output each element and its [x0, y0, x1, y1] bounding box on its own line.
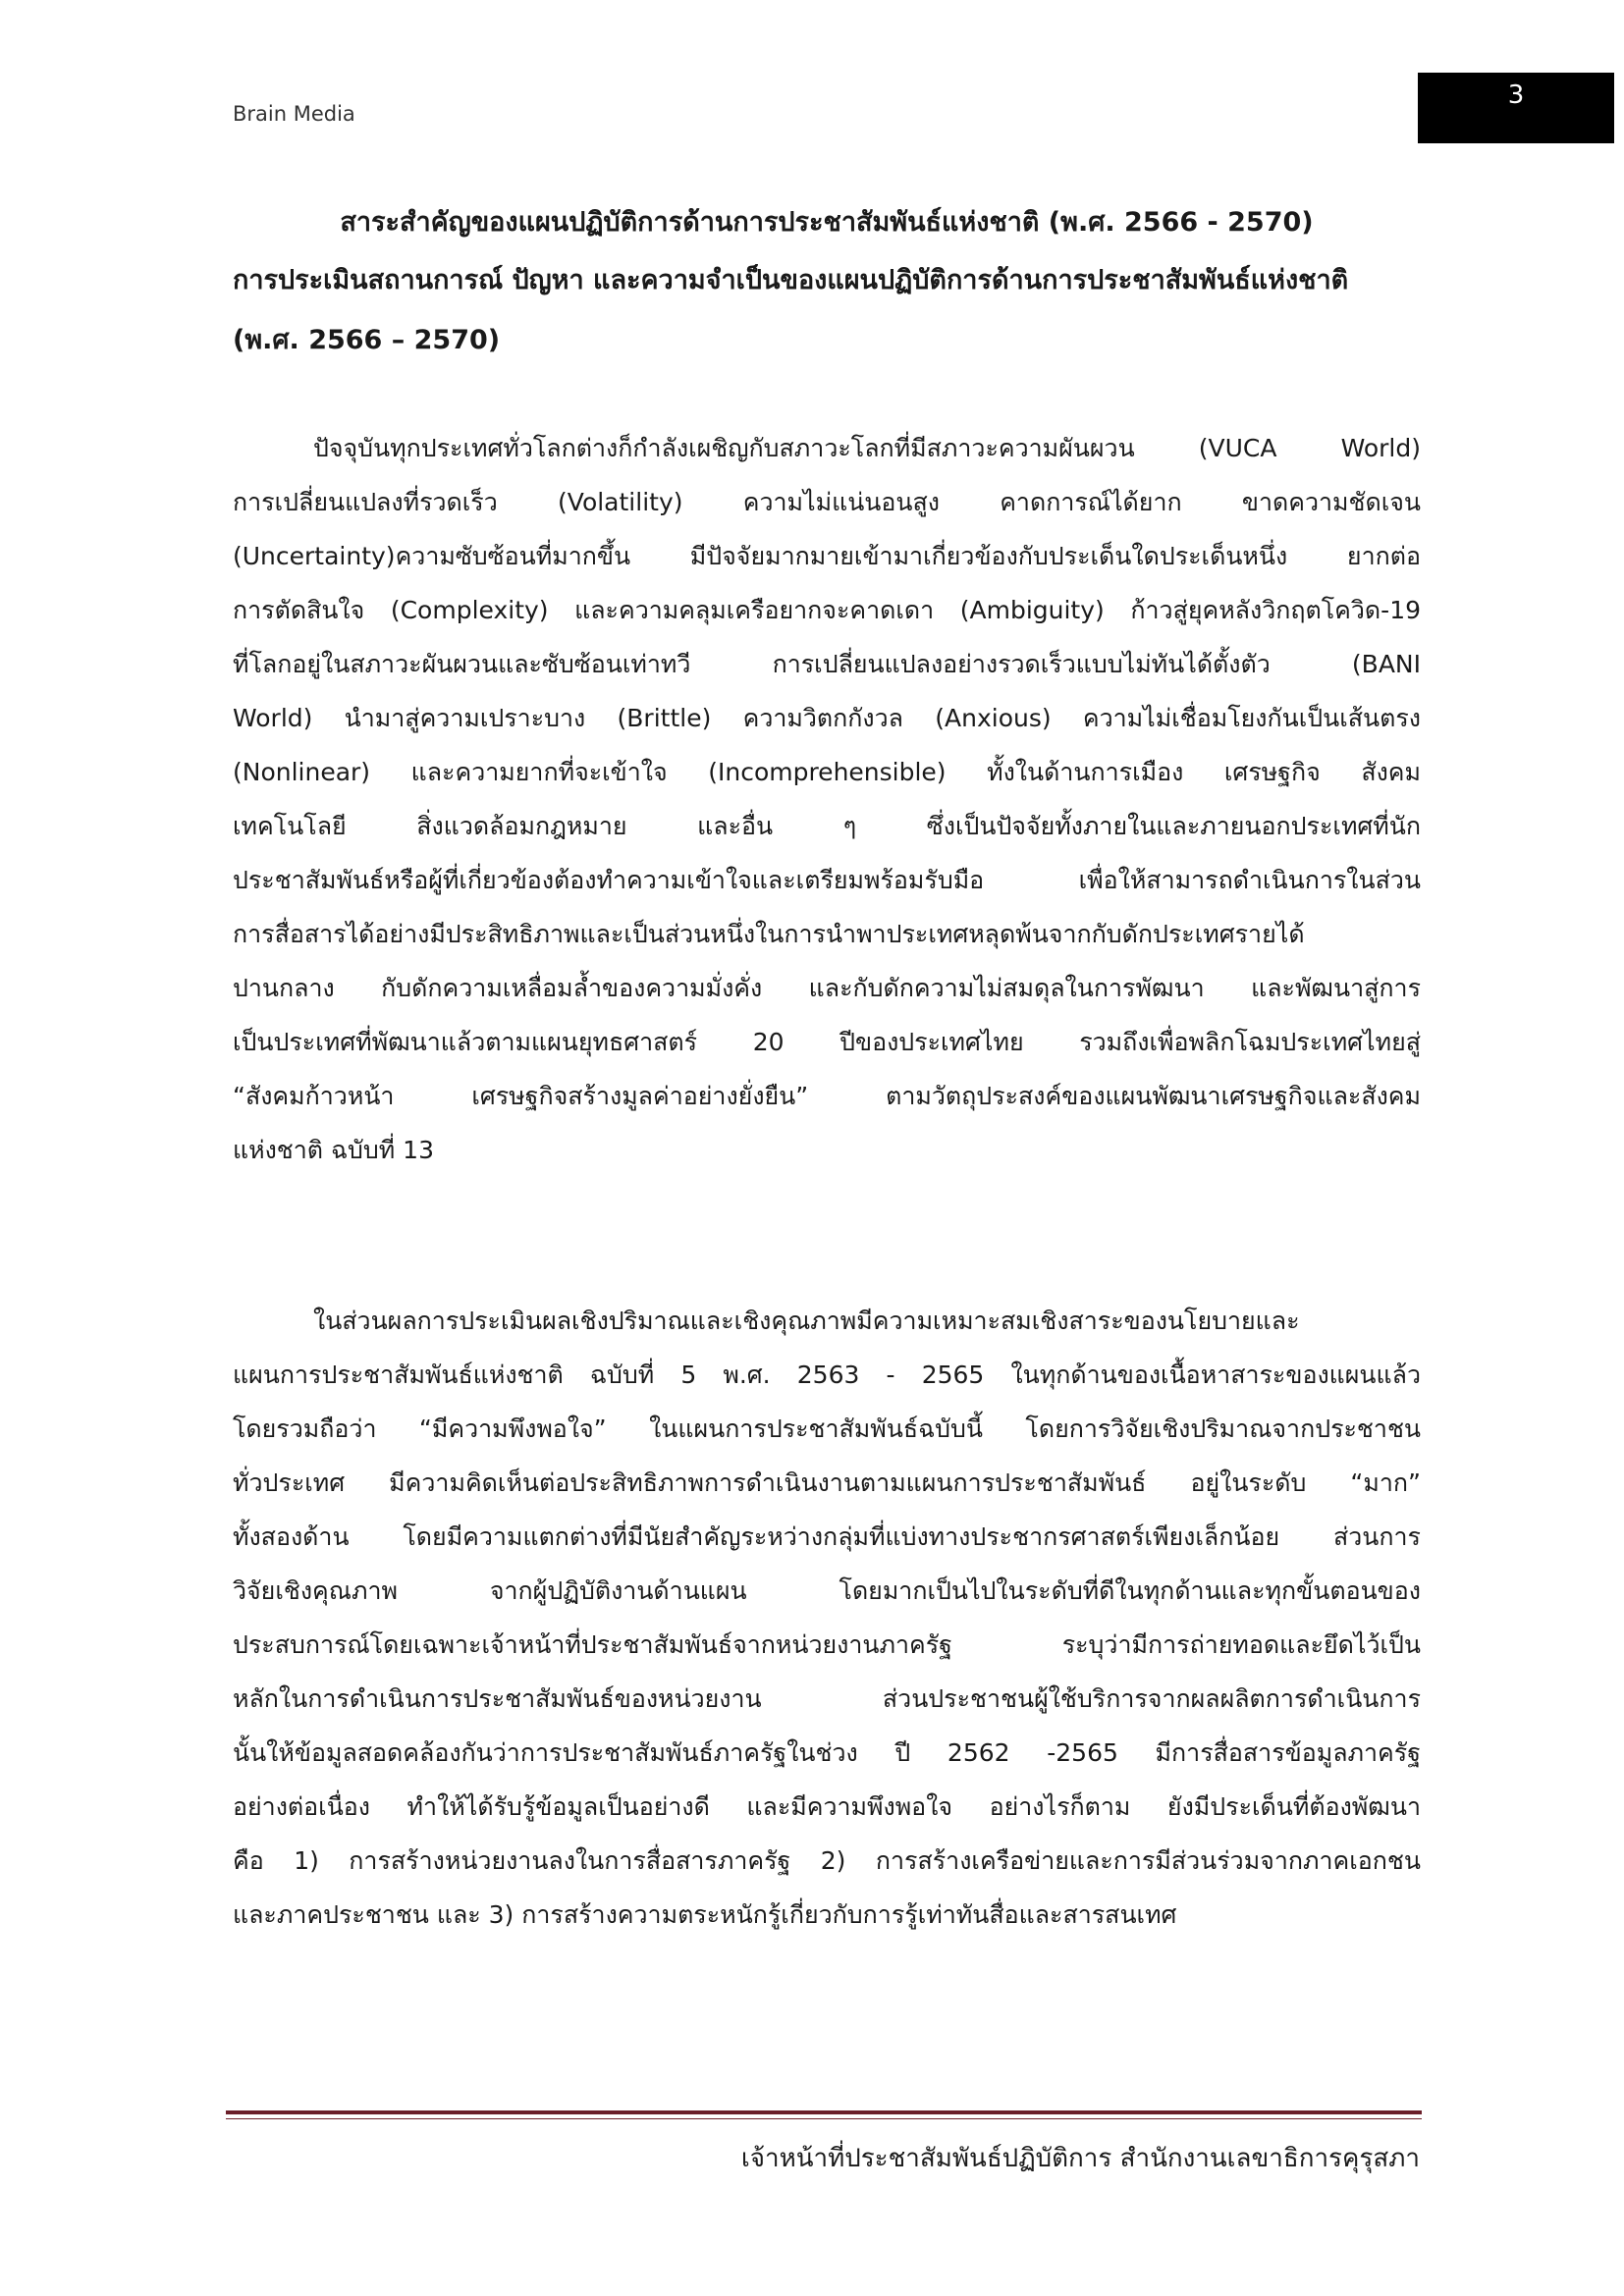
paragraph-line: แห่งชาติ ฉบับที่ 13: [233, 1136, 434, 1164]
footer-text: เจ้าหน้าที่ประชาสัมพันธ์ปฏิบัติการ สำนักงานเลขาธิการคุรุสภา: [740, 2144, 1420, 2173]
paragraph-evaluation: [233, 1294, 1421, 1942]
paragraph-line: ทั่วประเทศ มีความคิดเห็นต่อประสิทธิภาพการดำเนินงานตามแผนการประชาสัมพันธ์ อยู่ในระดับ “มาก”: [233, 1468, 1421, 1497]
paragraph-line: การตัดสินใจ (Complexity) และความคลุมเครือยากจะคาดเดา (Ambiguity) ก้าวสู่ยุคหลังวิกฤตโควิด-19: [233, 596, 1421, 624]
paragraph-line: ปานกลาง กับดักความเหลื่อมล้ำของความมั่งคั่ง และกับดักความไม่สมดุลในการพัฒนา และพัฒนาสู่การ: [233, 974, 1421, 1002]
paragraph-line: อย่างต่อเนื่อง ทำให้ได้รับรู้ข้อมูลเป็นอย่างดี และมีความพึงพอใจ อย่างไรก็ตาม ยังมีประเด็นที่ต้องพัฒนา: [233, 1792, 1421, 1821]
paragraph-line: เป็นประเทศที่พัฒนาแล้วตามแผนยุทธศาสตร์ 20 ปีของประเทศไทย รวมถึงเพื่อพลิกโฉมประเทศไทยสู่: [233, 1028, 1421, 1056]
page-number-badge: 3: [1418, 73, 1614, 143]
paragraph-line: “สังคมก้าวหน้า เศรษฐกิจสร้างมูลค่าอย่างยั่งยืน” ตามวัตถุประสงค์ของแผนพัฒนาเศรษฐกิจและสังคม: [233, 1082, 1421, 1110]
footer-rule-thick: [226, 2110, 1422, 2114]
section-title-line-2: (พ.ศ. 2566 – 2570): [233, 325, 501, 355]
paragraph-line: ทั้งสองด้าน โดยมีความแตกต่างที่มีนัยสำคัญระหว่างกลุ่มที่แบ่งทางประชากรศาสตร์เพียงเล็กน้อย ส่วนการ: [233, 1522, 1421, 1551]
paragraph-line: และภาคประชาชน และ 3) การสร้างความตระหนักรู้เกี่ยวกับการรู้เท่าทันสื่อและสารสนเทศ: [233, 1900, 1177, 1929]
paragraph-line: เทคโนโลยี สิ่งแวดล้อมกฎหมาย และอื่น ๆ ซึ่งเป็นปัจจัยทั้งภายในและภายนอกประเทศที่นัก: [233, 812, 1421, 840]
paragraph-line: ปัจจุบันทุกประเทศทั่วโลกต่างก็กำลังเผชิญกับสภาวะโลกที่มีสภาวะความผันผวน (VUCA World): [313, 434, 1421, 462]
paragraph-line: การสื่อสารได้อย่างมีประสิทธิภาพและเป็นส่วนหนึ่งในการนำพาประเทศหลุดพ้นจากกับดักประเทศรายได้: [233, 920, 1305, 948]
paragraph-situation: [233, 421, 1421, 1177]
paragraph-line: วิจัยเชิงคุณภาพ จากผู้ปฏิบัติงานด้านแผน โดยมากเป็นไปในระดับที่ดีในทุกด้านและทุกขั้นตอนของ: [233, 1576, 1421, 1605]
paragraph-line: หลักในการดำเนินการประชาสัมพันธ์ของหน่วยงาน ส่วนประชาชนผู้ใช้บริการจากผลผลิตการดำเนินการ: [233, 1684, 1421, 1713]
paragraph-line: World) นำมาสู่ความเปราะบาง (Brittle) ความวิตกกังวล (Anxious) ความไม่เชื่อมโยงกันเป็นเส้นตรง: [233, 704, 1421, 732]
paragraph-line: โดยรวมถือว่า “มีความพึงพอใจ” ในแผนการประชาสัมพันธ์ฉบับนี้ โดยการวิจัยเชิงปริมาณจากประชาชน: [233, 1415, 1421, 1443]
paragraph-line: (Nonlinear) และความยากที่จะเข้าใจ (Incomprehensible) ทั้งในด้านการเมือง เศรษฐกิจ สังคม: [233, 758, 1421, 786]
paragraph-line: (Uncertainty)ความซับซ้อนที่มากขึ้น มีปัจจัยมากมายเข้ามาเกี่ยวข้องกับประเด็นใดประเด็นหนึ่ง ยากต่อ: [233, 542, 1421, 570]
header-brand: Brain Media: [233, 102, 355, 126]
paragraph-line: นั้นให้ข้อมูลสอดคล้องกันว่าการประชาสัมพันธ์ภาครัฐในช่วง ปี 2562 -2565 มีการสื่อสารข้อมูลภาครัฐ: [233, 1738, 1421, 1767]
paragraph-line: ประชาสัมพันธ์หรือผู้ที่เกี่ยวข้องต้องทำความเข้าใจและเตรียมพร้อมรับมือ เพื่อให้สามารถดำเนินการในส่วน: [233, 866, 1421, 894]
paragraph-line: ประสบการณ์โดยเฉพาะเจ้าหน้าที่ประชาสัมพันธ์จากหน่วยงานภาครัฐ ระบุว่ามีการถ่ายทอดและยึดไว้เป็น: [233, 1630, 1421, 1659]
section-title-line-1: การประเมินสถานการณ์ ปัญหา และความจำเป็นของแผนปฏิบัติการด้านการประชาสัมพันธ์แห่งชาติ: [233, 265, 1349, 295]
paragraph-line: การเปลี่ยนแปลงที่รวดเร็ว (Volatility) ความไม่แน่นอนสูง คาดการณ์ได้ยาก ขาดความชัดเจน: [233, 488, 1421, 516]
footer-rule-thin: [226, 2118, 1422, 2119]
paragraph-line: ในส่วนผลการประเมินผลเชิงปริมาณและเชิงคุณภาพมีความเหมาะสมเชิงสาระของนโยบายและ: [313, 1307, 1300, 1335]
paragraph-line: คือ 1) การสร้างหน่วยงานลงในการสื่อสารภาครัฐ 2) การสร้างเครือข่ายและการมีส่วนร่วมจากภาคเอกชน: [233, 1846, 1421, 1875]
document-title: สาระสำคัญของแผนปฏิบัติการด้านการประชาสัมพันธ์แห่งชาติ (พ.ศ. 2566 - 2570): [340, 207, 1314, 238]
paragraph-line: แผนการประชาสัมพันธ์แห่งชาติ ฉบับที่ 5 พ.ศ. 2563 - 2565 ในทุกด้านของเนื้อหาสาระของแผนแล้ว: [233, 1361, 1421, 1389]
paragraph-line: ที่โลกอยู่ในสภาวะผันผวนและซับซ้อนเท่าทวี การเปลี่ยนแปลงอย่างรวดเร็วแบบไม่ทันได้ตั้งตัว (BANI: [233, 650, 1421, 678]
